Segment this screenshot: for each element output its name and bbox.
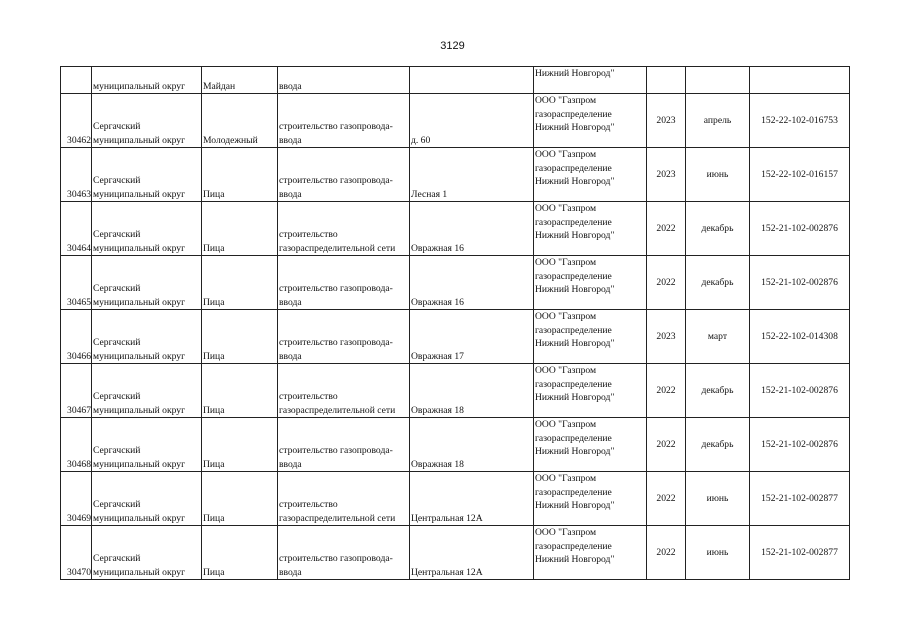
cell-organization-line: Нижний Новгород"	[535, 68, 615, 79]
cell-organization-line: ООО "Газпром	[535, 95, 597, 106]
cell-work-type-line: газораспределительной сети	[279, 242, 396, 254]
table-row	[61, 67, 850, 94]
cell-month: декабрь	[686, 202, 750, 256]
table-row	[61, 418, 850, 472]
table-row	[61, 202, 850, 256]
cell-code: 152-21-102-002876	[750, 364, 850, 418]
cell-district-line: Сергачский	[93, 337, 141, 348]
cell-year: 2023	[647, 94, 686, 148]
cell-work-type	[278, 67, 410, 94]
cell-organization	[534, 148, 647, 202]
cell-organization	[534, 94, 647, 148]
cell-locality: Пица	[202, 256, 278, 310]
cell-year: 2022	[647, 418, 686, 472]
cell-district	[92, 526, 202, 580]
cell-year: 2023	[647, 148, 686, 202]
cell-work-type-line: газораспределительной сети	[279, 512, 396, 524]
cell-work-type	[278, 202, 410, 256]
cell-organization	[534, 310, 647, 364]
cell-month: март	[686, 310, 750, 364]
cell-district-line: муниципальный округ	[93, 80, 186, 92]
cell-month: декабрь	[686, 418, 750, 472]
cell-address: Центральная 12А	[410, 526, 534, 580]
cell-month: апрель	[686, 94, 750, 148]
cell-district-line: Сергачский	[93, 229, 141, 240]
cell-address: Центральная 12А	[410, 472, 534, 526]
cell-work-type-line: строительство газопровода-	[279, 175, 393, 186]
cell-code: 152-22-102-016753	[750, 94, 850, 148]
cell-work-type-line: газораспределительной сети	[279, 404, 396, 416]
cell-organization	[534, 418, 647, 472]
cell-work-type-line: строительство газопровода-	[279, 121, 393, 132]
cell-number: 30466	[61, 310, 92, 364]
cell-district-line: муниципальный округ	[93, 134, 186, 146]
cell-organization-line: газораспределение	[535, 108, 612, 120]
cell-year	[647, 67, 686, 94]
cell-number: 30463	[61, 148, 92, 202]
cell-number: 30462	[61, 94, 92, 148]
cell-work-type-line: строительство	[279, 229, 338, 240]
cell-district-line: Сергачский	[93, 391, 141, 402]
cell-number: 30464	[61, 202, 92, 256]
cell-work-type-line: ввода	[279, 458, 302, 470]
cell-district	[92, 364, 202, 418]
cell-number: 30469	[61, 472, 92, 526]
cell-work-type-line: ввода	[279, 80, 302, 92]
cell-organization-line: газораспределение	[535, 486, 612, 498]
cell-address: д. 60	[410, 94, 534, 148]
cell-month	[686, 67, 750, 94]
cell-work-type-line: строительство	[279, 391, 338, 402]
cell-work-type-line: строительство газопровода-	[279, 445, 393, 456]
cell-organization-line: Нижний Новгород"	[535, 284, 615, 295]
cell-district-line: муниципальный округ	[93, 242, 186, 254]
cell-month: июнь	[686, 526, 750, 580]
cell-locality: Пица	[202, 472, 278, 526]
cell-organization	[534, 364, 647, 418]
cell-organization-line: газораспределение	[535, 216, 612, 228]
cell-work-type	[278, 418, 410, 472]
cell-district-line: муниципальный округ	[93, 404, 186, 416]
cell-code: 152-21-102-002876	[750, 418, 850, 472]
cell-organization-line: Нижний Новгород"	[535, 554, 615, 565]
cell-district-line: муниципальный округ	[93, 296, 186, 308]
cell-code: 152-21-102-002877	[750, 526, 850, 580]
cell-district	[92, 94, 202, 148]
cell-locality: Пица	[202, 202, 278, 256]
cell-district-line: муниципальный округ	[93, 350, 186, 362]
cell-month: июнь	[686, 148, 750, 202]
cell-address: Овражная 18	[410, 364, 534, 418]
cell-work-type	[278, 148, 410, 202]
cell-district	[92, 418, 202, 472]
cell-code: 152-21-102-002876	[750, 256, 850, 310]
cell-district-line: Сергачский	[93, 445, 141, 456]
cell-work-type-line: ввода	[279, 350, 302, 362]
cell-district-line: Сергачский	[93, 283, 141, 294]
cell-work-type	[278, 94, 410, 148]
cell-organization-line: ООО "Газпром	[535, 149, 597, 160]
cell-district-line: Сергачский	[93, 175, 141, 186]
cell-organization-line: газораспределение	[535, 324, 612, 336]
cell-organization	[534, 472, 647, 526]
cell-year: 2023	[647, 310, 686, 364]
cell-organization-line: ООО "Газпром	[535, 473, 597, 484]
table-row	[61, 526, 850, 580]
cell-district	[92, 472, 202, 526]
cell-district-line: муниципальный округ	[93, 512, 186, 524]
cell-organization-line: газораспределение	[535, 162, 612, 174]
table-row	[61, 310, 850, 364]
cell-address: Овражная 18	[410, 418, 534, 472]
cell-organization-line: Нижний Новгород"	[535, 338, 615, 349]
cell-address: Овражная 16	[410, 256, 534, 310]
cell-locality: Пица	[202, 148, 278, 202]
cell-year: 2022	[647, 472, 686, 526]
cell-district-line: муниципальный округ	[93, 566, 186, 578]
cell-locality: Пица	[202, 526, 278, 580]
cell-organization-line: Нижний Новгород"	[535, 176, 615, 187]
registry-table-body	[61, 67, 850, 580]
cell-district-line: муниципальный округ	[93, 188, 186, 200]
cell-organization-line: ООО "Газпром	[535, 365, 597, 376]
cell-organization-line: ООО "Газпром	[535, 257, 597, 268]
cell-code: 152-21-102-002876	[750, 202, 850, 256]
cell-month: декабрь	[686, 364, 750, 418]
cell-locality: Молодежный	[202, 94, 278, 148]
gas-connection-registry-table	[60, 66, 850, 580]
cell-work-type-line: ввода	[279, 188, 302, 200]
cell-organization	[534, 256, 647, 310]
cell-organization-line: Нижний Новгород"	[535, 122, 615, 133]
cell-work-type-line: ввода	[279, 296, 302, 308]
cell-district-line: Сергачский	[93, 553, 141, 564]
cell-organization-line: ООО "Газпром	[535, 203, 597, 214]
cell-number	[61, 67, 92, 94]
cell-work-type-line: строительство газопровода-	[279, 337, 393, 348]
cell-organization-line: ООО "Газпром	[535, 527, 597, 538]
cell-work-type	[278, 364, 410, 418]
cell-code: 152-22-102-014308	[750, 310, 850, 364]
table-row	[61, 94, 850, 148]
cell-district	[92, 256, 202, 310]
table-row	[61, 364, 850, 418]
cell-district-line: Сергачский	[93, 499, 141, 510]
cell-address	[410, 67, 534, 94]
cell-number: 30468	[61, 418, 92, 472]
cell-code: 152-21-102-002877	[750, 472, 850, 526]
cell-year: 2022	[647, 526, 686, 580]
cell-work-type-line: ввода	[279, 566, 302, 578]
cell-district-line: Сергачский	[93, 121, 141, 132]
cell-work-type	[278, 256, 410, 310]
cell-address: Овражная 16	[410, 202, 534, 256]
cell-organization	[534, 526, 647, 580]
cell-locality: Пица	[202, 310, 278, 364]
cell-organization-line: газораспределение	[535, 270, 612, 282]
cell-district-line: муниципальный округ	[93, 458, 186, 470]
cell-district	[92, 202, 202, 256]
cell-code: 152-22-102-016157	[750, 148, 850, 202]
cell-organization-line: газораспределение	[535, 378, 612, 390]
cell-month: декабрь	[686, 256, 750, 310]
cell-work-type-line: строительство	[279, 499, 338, 510]
cell-organization	[534, 67, 647, 94]
cell-district	[92, 148, 202, 202]
cell-month: июнь	[686, 472, 750, 526]
cell-organization-line: Нижний Новгород"	[535, 392, 615, 403]
cell-code	[750, 67, 850, 94]
cell-organization-line: Нижний Новгород"	[535, 230, 615, 241]
cell-organization	[534, 202, 647, 256]
cell-number: 30465	[61, 256, 92, 310]
cell-district	[92, 310, 202, 364]
cell-number: 30470	[61, 526, 92, 580]
cell-year: 2022	[647, 364, 686, 418]
cell-year: 2022	[647, 202, 686, 256]
cell-work-type-line: ввода	[279, 134, 302, 146]
cell-locality: Пица	[202, 364, 278, 418]
cell-year: 2022	[647, 256, 686, 310]
cell-work-type-line: строительство газопровода-	[279, 553, 393, 564]
cell-organization-line: газораспределение	[535, 540, 612, 552]
table-row	[61, 148, 850, 202]
cell-address: Овражная 17	[410, 310, 534, 364]
cell-organization-line: ООО "Газпром	[535, 311, 597, 322]
page-number: 3129	[440, 40, 465, 52]
cell-address: Лесная 1	[410, 148, 534, 202]
cell-district	[92, 67, 202, 94]
cell-organization-line: Нижний Новгород"	[535, 500, 615, 511]
cell-work-type	[278, 310, 410, 364]
table-row	[61, 256, 850, 310]
cell-work-type-line: строительство газопровода-	[279, 283, 393, 294]
cell-organization-line: газораспределение	[535, 432, 612, 444]
cell-locality: Майдан	[202, 67, 278, 94]
cell-work-type	[278, 526, 410, 580]
table-row	[61, 472, 850, 526]
cell-work-type	[278, 472, 410, 526]
cell-locality: Пица	[202, 418, 278, 472]
cell-number: 30467	[61, 364, 92, 418]
cell-organization-line: Нижний Новгород"	[535, 446, 615, 457]
cell-organization-line: ООО "Газпром	[535, 419, 597, 430]
